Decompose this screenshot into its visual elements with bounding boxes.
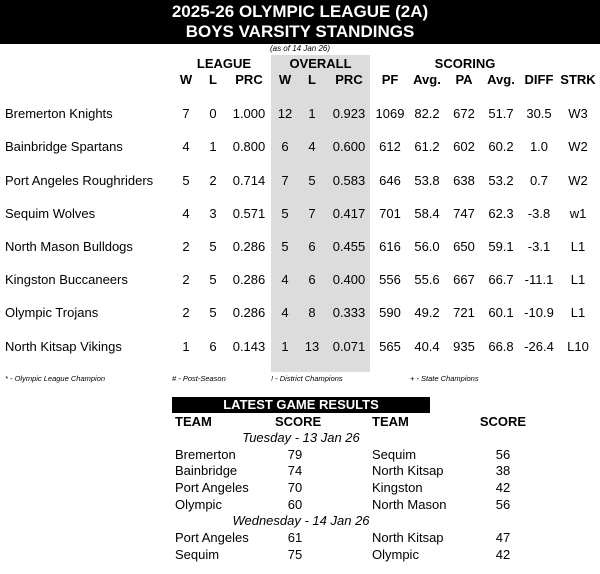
league-wins: 7 bbox=[182, 106, 190, 121]
point-diff: -3.1 bbox=[527, 239, 551, 254]
overall-losses: 13 bbox=[304, 339, 320, 354]
overall-wins: 12 bbox=[277, 106, 293, 121]
col-header-pf: PF bbox=[381, 72, 399, 87]
away-score: 56 bbox=[495, 497, 511, 512]
points-against: 638 bbox=[453, 173, 475, 188]
game-result-row bbox=[0, 530, 600, 546]
legend-district-champions: ! - District Champions bbox=[271, 374, 343, 383]
standings-row bbox=[0, 271, 600, 289]
league-losses: 5 bbox=[209, 305, 217, 320]
point-diff: -11.1 bbox=[524, 272, 554, 287]
league-prc: 0.714 bbox=[232, 173, 266, 188]
avg-for: 56.0 bbox=[414, 239, 440, 254]
home-team: Port Angeles bbox=[175, 480, 249, 495]
league-prc: 0.571 bbox=[232, 206, 266, 221]
game-result-row bbox=[0, 547, 600, 563]
away-team: Sequim bbox=[372, 447, 417, 462]
league-losses: 1 bbox=[209, 139, 217, 154]
col-header-diff: DIFF bbox=[524, 72, 554, 87]
overall-wins: 7 bbox=[281, 173, 289, 188]
league-wins: 5 bbox=[182, 173, 190, 188]
league-wins: 4 bbox=[182, 139, 190, 154]
league-prc: 1.000 bbox=[232, 106, 266, 121]
streak: L10 bbox=[567, 339, 589, 354]
point-diff: -10.9 bbox=[524, 305, 554, 320]
standings-row bbox=[0, 205, 600, 223]
overall-losses: 5 bbox=[308, 173, 316, 188]
avg-for: 49.2 bbox=[414, 305, 440, 320]
as-of-date: (as of 14 Jan 26) bbox=[269, 44, 331, 53]
points-against: 935 bbox=[453, 339, 475, 354]
overall-losses: 8 bbox=[308, 305, 316, 320]
points-for: 612 bbox=[379, 139, 401, 154]
away-team: North Kitsap bbox=[372, 463, 444, 478]
home-team: Sequim bbox=[175, 547, 220, 562]
home-team: Bainbridge bbox=[175, 463, 238, 478]
overall-prc: 0.071 bbox=[332, 339, 366, 354]
game-result-row bbox=[0, 447, 600, 463]
overall-prc: 0.923 bbox=[332, 106, 366, 121]
home-score: 60 bbox=[287, 497, 303, 512]
league-losses: 3 bbox=[209, 206, 217, 221]
avg-for: 61.2 bbox=[414, 139, 440, 154]
points-against: 667 bbox=[453, 272, 475, 287]
overall-prc: 0.400 bbox=[332, 272, 366, 287]
league-wins: 4 bbox=[182, 206, 190, 221]
home-score: 61 bbox=[287, 530, 303, 545]
results-title: LATEST GAME RESULTS bbox=[223, 397, 379, 412]
league-losses: 0 bbox=[209, 106, 217, 121]
point-diff: 0.7 bbox=[529, 173, 549, 188]
overall-prc: 0.333 bbox=[332, 305, 366, 320]
results-header-team2: TEAM bbox=[372, 414, 409, 429]
day-label: Tuesday - 13 Jan 26 bbox=[242, 430, 360, 445]
title-line1: 2025-26 OLYMPIC LEAGUE (2A) bbox=[171, 2, 429, 21]
streak: W2 bbox=[568, 173, 588, 188]
avg-for: 58.4 bbox=[414, 206, 440, 221]
league-losses: 6 bbox=[209, 339, 217, 354]
league-prc: 0.286 bbox=[232, 305, 266, 320]
results-header-score1: SCORE bbox=[275, 414, 322, 429]
game-result-row bbox=[0, 497, 600, 513]
avg-against: 66.8 bbox=[488, 339, 514, 354]
avg-against: 60.1 bbox=[488, 305, 514, 320]
points-for: 701 bbox=[379, 206, 401, 221]
league-prc: 0.800 bbox=[232, 139, 266, 154]
points-against: 721 bbox=[453, 305, 475, 320]
home-score: 79 bbox=[287, 447, 303, 462]
col-header-avg-for: Avg. bbox=[413, 72, 441, 87]
points-against: 747 bbox=[453, 206, 475, 221]
title-line2: BOYS VARSITY STANDINGS bbox=[185, 22, 415, 41]
legend-post-season: # - Post-Season bbox=[172, 374, 226, 383]
avg-for: 55.6 bbox=[414, 272, 440, 287]
day-label: Wednesday - 14 Jan 26 bbox=[232, 513, 370, 528]
points-for: 590 bbox=[379, 305, 401, 320]
away-team: North Kitsap bbox=[372, 530, 444, 545]
standings-row bbox=[0, 138, 600, 156]
league-losses: 2 bbox=[209, 173, 217, 188]
points-for: 616 bbox=[379, 239, 401, 254]
league-prc: 0.286 bbox=[232, 239, 266, 254]
home-score: 75 bbox=[287, 547, 303, 562]
col-header-avg-against: Avg. bbox=[487, 72, 515, 87]
col-header-overall-l: L bbox=[308, 72, 316, 87]
points-against: 602 bbox=[453, 139, 475, 154]
col-header-prc: PRC bbox=[235, 72, 263, 87]
col-header-overall-w: W bbox=[278, 72, 292, 87]
overall-losses: 1 bbox=[308, 106, 316, 121]
overall-losses: 6 bbox=[308, 239, 316, 254]
game-result-row bbox=[0, 480, 600, 496]
home-team: Olympic bbox=[175, 497, 222, 512]
overall-wins: 4 bbox=[281, 305, 289, 320]
league-wins: 2 bbox=[182, 305, 190, 320]
avg-against: 62.3 bbox=[488, 206, 514, 221]
results-header-team1: TEAM bbox=[175, 414, 212, 429]
overall-losses: 4 bbox=[308, 139, 316, 154]
streak: W3 bbox=[568, 106, 588, 121]
legend-league-champion: * - Olympic League Champion bbox=[5, 374, 106, 383]
point-diff: -3.8 bbox=[527, 206, 551, 221]
results-header-score2: SCORE bbox=[479, 414, 527, 429]
col-header-strk: STRK bbox=[560, 72, 596, 87]
overall-losses: 7 bbox=[308, 206, 316, 221]
streak: L1 bbox=[570, 272, 586, 287]
overall-wins: 6 bbox=[281, 139, 289, 154]
league-prc: 0.286 bbox=[232, 272, 266, 287]
home-team: Bremerton bbox=[175, 447, 236, 462]
points-for: 646 bbox=[379, 173, 401, 188]
overall-prc: 0.417 bbox=[332, 206, 366, 221]
team-name: Port Angeles Roughriders bbox=[5, 173, 154, 188]
overall-losses: 6 bbox=[308, 272, 316, 287]
avg-against: 51.7 bbox=[488, 106, 514, 121]
col-header-w: W bbox=[179, 72, 193, 87]
team-name: Kingston Buccaneers bbox=[5, 272, 128, 287]
scoring-group-header: SCORING bbox=[434, 56, 496, 71]
overall-wins: 5 bbox=[281, 206, 289, 221]
standings-row bbox=[0, 304, 600, 322]
legend-state-champions: + - State Champions bbox=[410, 374, 479, 383]
point-diff: 1.0 bbox=[529, 139, 549, 154]
results-banner bbox=[172, 397, 430, 413]
avg-for: 40.4 bbox=[414, 339, 440, 354]
standings-row bbox=[0, 338, 600, 356]
home-team: Port Angeles bbox=[175, 530, 249, 545]
standings-row bbox=[0, 105, 600, 123]
points-for: 1069 bbox=[375, 106, 405, 121]
overall-wins: 4 bbox=[281, 272, 289, 287]
league-prc: 0.143 bbox=[232, 339, 266, 354]
point-diff: 30.5 bbox=[526, 106, 552, 121]
away-team: North Mason bbox=[372, 497, 447, 512]
avg-against: 59.1 bbox=[488, 239, 514, 254]
overall-prc: 0.600 bbox=[332, 139, 366, 154]
away-score: 47 bbox=[495, 530, 511, 545]
overall-wins: 5 bbox=[281, 239, 289, 254]
streak: w1 bbox=[569, 206, 587, 221]
streak: W2 bbox=[568, 139, 588, 154]
team-name: Bainbridge Spartans bbox=[5, 139, 123, 154]
title-banner bbox=[0, 0, 600, 44]
away-score: 42 bbox=[495, 547, 511, 562]
league-losses: 5 bbox=[209, 239, 217, 254]
avg-against: 53.2 bbox=[488, 173, 514, 188]
team-name: North Mason Bulldogs bbox=[5, 239, 133, 254]
col-header-l: L bbox=[209, 72, 217, 87]
streak: L1 bbox=[570, 239, 586, 254]
standings-row bbox=[0, 238, 600, 256]
league-wins: 2 bbox=[182, 272, 190, 287]
away-score: 38 bbox=[495, 463, 511, 478]
overall-group-header: OVERALL bbox=[289, 56, 352, 71]
home-score: 74 bbox=[287, 463, 303, 478]
avg-against: 66.7 bbox=[488, 272, 514, 287]
points-against: 650 bbox=[453, 239, 475, 254]
game-result-row bbox=[0, 463, 600, 479]
standings-row bbox=[0, 172, 600, 190]
points-for: 556 bbox=[379, 272, 401, 287]
away-team: Kingston bbox=[372, 480, 423, 495]
team-name: Sequim Wolves bbox=[5, 206, 96, 221]
league-wins: 2 bbox=[182, 239, 190, 254]
away-score: 56 bbox=[495, 447, 511, 462]
league-losses: 5 bbox=[209, 272, 217, 287]
streak: L1 bbox=[570, 305, 586, 320]
avg-for: 53.8 bbox=[414, 173, 440, 188]
points-for: 565 bbox=[379, 339, 401, 354]
col-header-pa: PA bbox=[455, 72, 473, 87]
team-name: North Kitsap Vikings bbox=[5, 339, 122, 354]
home-score: 70 bbox=[287, 480, 303, 495]
team-name: Bremerton Knights bbox=[5, 106, 113, 121]
overall-wins: 1 bbox=[281, 339, 289, 354]
point-diff: -26.4 bbox=[524, 339, 554, 354]
league-wins: 1 bbox=[182, 339, 190, 354]
league-group-header: LEAGUE bbox=[196, 56, 252, 71]
col-header-overall-prc: PRC bbox=[335, 72, 363, 87]
team-name: Olympic Trojans bbox=[5, 305, 99, 320]
away-team: Olympic bbox=[372, 547, 419, 562]
points-against: 672 bbox=[453, 106, 475, 121]
away-score: 42 bbox=[495, 480, 511, 495]
avg-for: 82.2 bbox=[414, 106, 440, 121]
overall-prc: 0.455 bbox=[332, 239, 366, 254]
avg-against: 60.2 bbox=[488, 139, 514, 154]
overall-prc: 0.583 bbox=[332, 173, 366, 188]
